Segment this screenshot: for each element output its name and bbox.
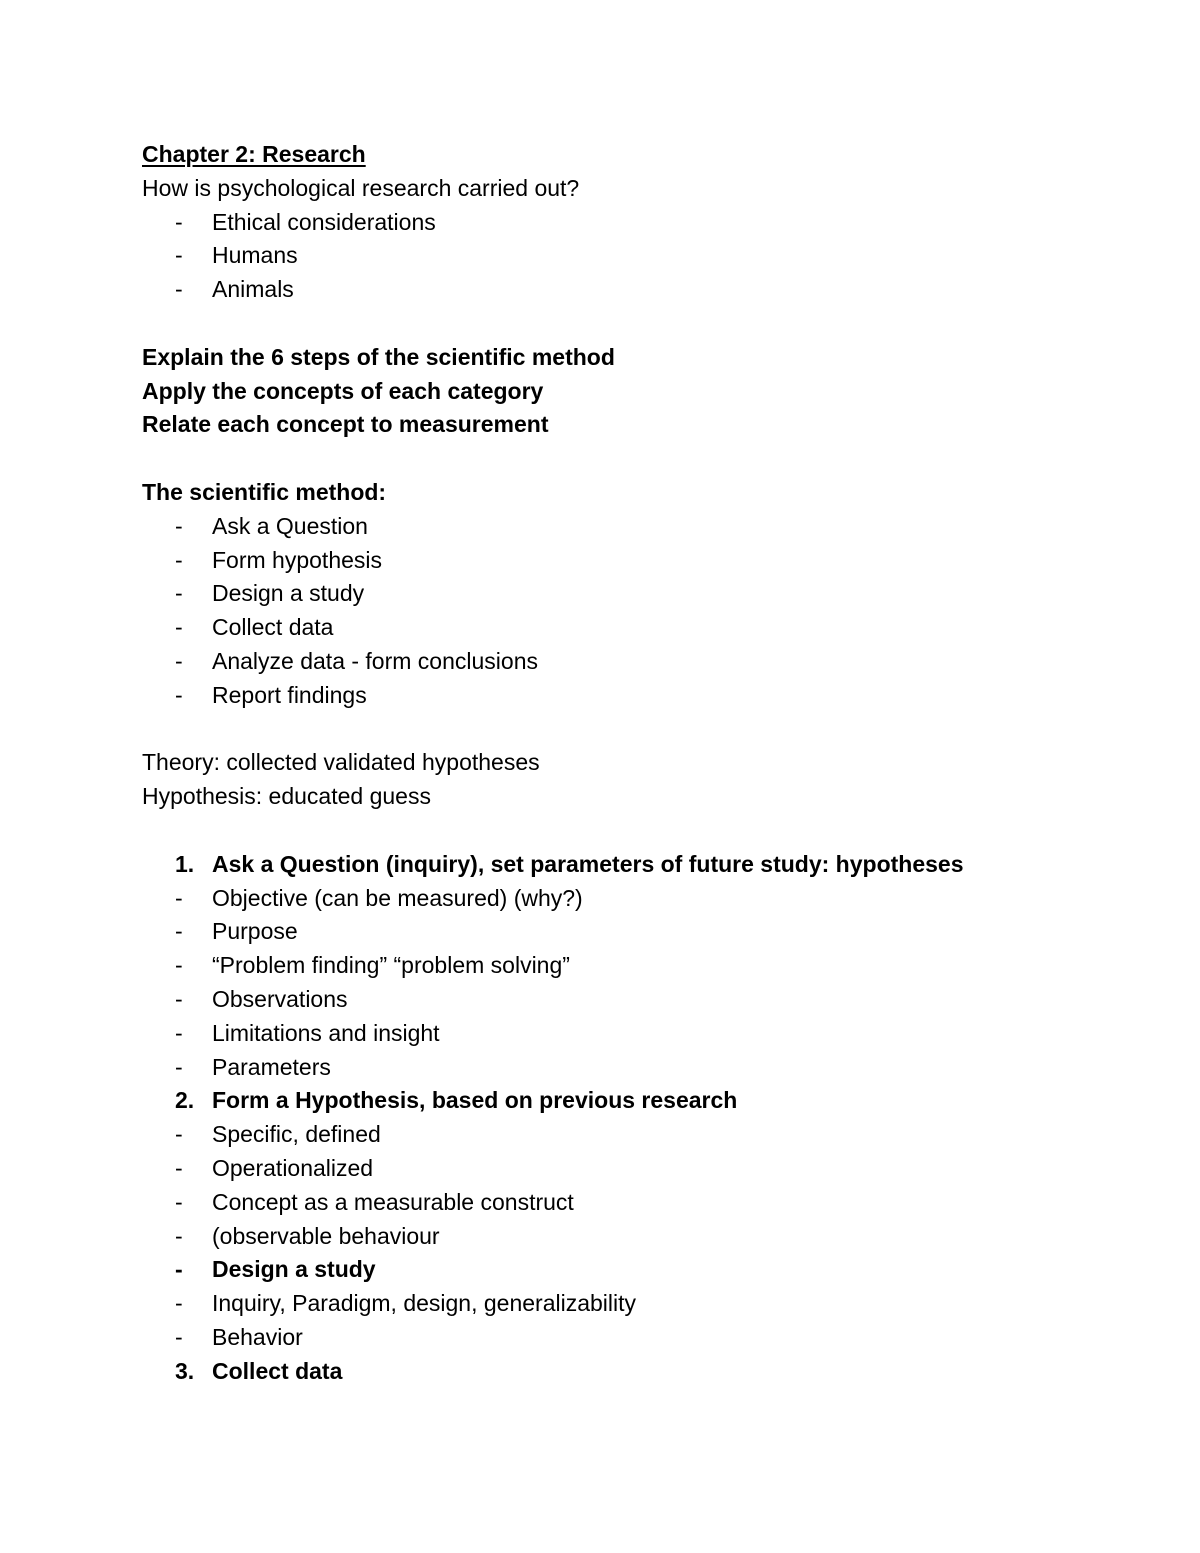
dash-marker: - [175,512,183,539]
dash-marker: - [175,546,183,573]
objective-line: Relate each concept to measurement [142,411,549,438]
numbered-step-1: 1. Ask a Question (inquiry), set parameters of future study: hypotheses [142,848,1142,882]
list-item: - Purpose [142,915,1142,949]
dash-marker: - [175,1222,183,1249]
list-item: - Ask a Question [142,510,1142,544]
definition-hypothesis: Hypothesis: educated guess [142,783,431,810]
dash-marker: - [175,1154,183,1181]
list-item: - Operationalized [142,1152,1142,1186]
objective-line: Explain the 6 steps of the scientific method [142,343,615,370]
dash-marker: - [175,647,183,674]
dash-marker: - [175,1121,183,1148]
dash-marker: - [175,580,183,607]
spacer [142,307,1142,341]
list-item: - Limitations and insight [142,1017,1142,1051]
dash-marker: - [175,242,183,269]
spacer [142,442,1142,476]
dash-marker: - [175,1256,183,1283]
list-item: - Concept as a measurable construct [142,1186,1142,1220]
dash-marker: - [175,1323,183,1350]
dash-marker: - [175,614,183,641]
list-item: - Report findings [142,679,1142,713]
dash-marker: - [175,276,183,303]
list-item: - Observations [142,983,1142,1017]
list-item: - Animals [142,273,1142,307]
list-item: - Humans [142,239,1142,273]
dash-marker: - [175,918,183,945]
document-page [142,138,1142,1388]
dash-marker: - [175,681,183,708]
numbered-step-2: 2. Form a Hypothesis, based on previous research [142,1084,1142,1118]
list-item: - Parameters [142,1051,1142,1085]
dash-marker: - [175,208,183,235]
list-item: - Form hypothesis [142,544,1142,578]
numbered-step-3: 3. Collect data [142,1355,1142,1389]
method-heading: The scientific method: [142,478,387,505]
list-item: - Ethical considerations [142,206,1142,240]
dash-marker: - [175,1188,183,1215]
step-number: 1. [175,850,195,877]
list-item: - Design a study [142,577,1142,611]
intro-question: How is psychological research carried out? [142,174,580,201]
list-item: - Collect data [142,611,1142,645]
list-item: - Behavior [142,1321,1142,1355]
objective-line: Apply the concepts of each category [142,377,544,404]
list-item: - Inquiry, Paradigm, design, generalizability [142,1287,1142,1321]
list-item: - “Problem finding” “problem solving” [142,949,1142,983]
spacer [142,713,1142,747]
spacer [142,814,1142,848]
dash-marker: - [175,1019,183,1046]
page-title: Chapter 2: Research [142,141,366,167]
list-item: - Analyze data - form conclusions [142,645,1142,679]
dash-marker: - [175,985,183,1012]
design-study-heading: - Design a study [142,1253,1142,1287]
dash-marker: - [175,1053,183,1080]
step-number: 2. [175,1087,195,1114]
list-item: - Specific, defined [142,1118,1142,1152]
list-item: - (observable behaviour [142,1220,1142,1254]
dash-marker: - [175,1290,183,1317]
list-item: - Objective (can be measured) (why?) [142,882,1142,916]
dash-marker: - [175,884,183,911]
step-number: 3. [175,1357,195,1384]
dash-marker: - [175,952,183,979]
definition-theory: Theory: collected validated hypotheses [142,749,540,776]
